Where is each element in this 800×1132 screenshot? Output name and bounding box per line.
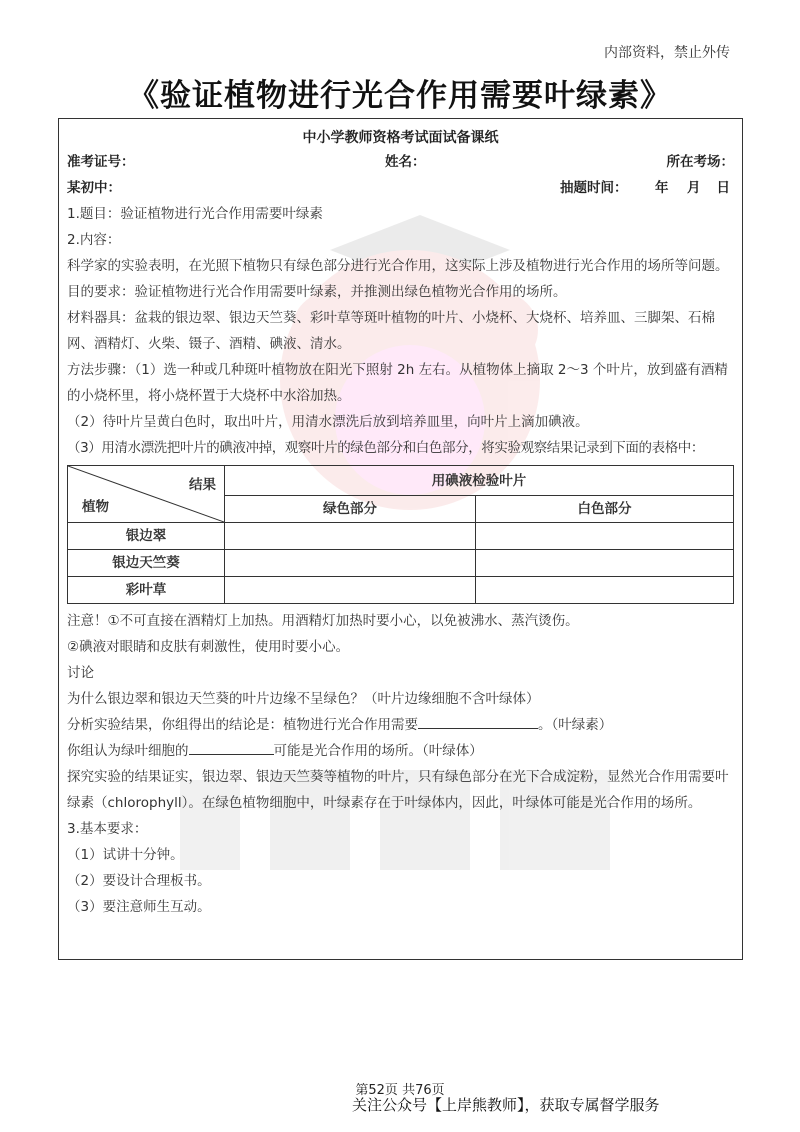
table-row bbox=[68, 523, 734, 550]
question-2 bbox=[67, 712, 734, 738]
candidate-info-row bbox=[67, 149, 734, 175]
table-row bbox=[68, 550, 734, 577]
row-plant-3: 彩叶草 bbox=[68, 577, 225, 604]
lesson-prep-form bbox=[58, 118, 743, 960]
question-3-text: 你组认为绿叶细胞的 bbox=[67, 743, 189, 759]
content-label: 2.内容： bbox=[67, 232, 121, 248]
note-1: 注意！①不可直接在酒精灯上加热。用酒精灯加热时要小心，以免被沸水、蒸汽烫伤。 bbox=[67, 613, 579, 629]
step-3: （3）用清水漂洗把叶片的碘液冲掉，观察叶片的绿色部分和白色部分，将实验观察结果记录到下面的表格中： bbox=[67, 440, 704, 456]
year-label: 年 bbox=[655, 180, 669, 196]
question-3 bbox=[67, 738, 734, 764]
month-label: 月 bbox=[687, 180, 701, 196]
question-1: 为什么银边翠和银边天竺葵的叶片边缘不呈绿色？（叶片边缘细胞不含叶绿体） bbox=[67, 691, 540, 707]
page-number: 第52页 共76页 bbox=[355, 1083, 445, 1098]
question-2-text: 分析实验结果，你组得出的结论是：植物进行光合作用需要 bbox=[67, 717, 418, 733]
cell-white-2 bbox=[476, 550, 734, 577]
conclusion-text: 探究实验的结果证实，银边翠、银边天竺葵等植物的叶片，只有绿色部分在光下合成淀粉，显然光合作用需要叶绿素（chlorophyll）。在绿色植物细胞中，叶绿素存在于叶绿体内，因此，叶绿体可能是光合作用的场所。 bbox=[67, 769, 729, 811]
confidential-note: 内部资料，禁止外传 bbox=[604, 45, 730, 61]
discuss-label: 讨论 bbox=[67, 665, 94, 681]
venue-label: 所在考场： bbox=[666, 154, 734, 170]
table-row bbox=[68, 577, 734, 604]
row-plant-1: 银边翠 bbox=[68, 523, 225, 550]
note-2: ②碘液对眼睛和皮肤有刺激性，使用时要小心。 bbox=[67, 639, 350, 655]
result-table bbox=[67, 465, 734, 604]
exam-id-label: 准考证号： bbox=[67, 154, 135, 170]
question-2-answer: 。（叶绿素） bbox=[538, 717, 613, 733]
question-3-answer: 可能是光合作用的场所。（叶绿体） bbox=[273, 743, 483, 759]
requirements-label: 3.基本要求： bbox=[67, 821, 148, 837]
level-row bbox=[67, 175, 734, 201]
intro-text: 科学家的实验表明，在光照下植物只有绿色部分进行光合作用，这实际上涉及植物进行光合作用的场所等问题。 bbox=[67, 258, 729, 274]
topic: 1.题目：验证植物进行光合作用需要叶绿素 bbox=[67, 206, 323, 222]
cell-green-2 bbox=[225, 550, 476, 577]
table-corner-cell bbox=[68, 466, 225, 523]
group-header: 用碘液检验叶片 bbox=[225, 466, 734, 496]
level-label: 某初中： bbox=[67, 180, 121, 196]
materials-text: 材料器具：盆栽的银边翠、银边天竺葵、彩叶草等斑叶植物的叶片、小烧杯、大烧杯、培养皿、三脚架、石棉网、酒精灯、火柴、镊子、酒精、碘液、清水。 bbox=[67, 310, 715, 352]
row-plant-2: 银边天竺葵 bbox=[68, 550, 225, 577]
draw-time-label: 抽题时间： bbox=[560, 180, 628, 196]
form-header: 中小学教师资格考试面试备课纸 bbox=[302, 130, 499, 146]
cell-green-1 bbox=[225, 523, 476, 550]
purpose-text: 目的要求：验证植物进行光合作用需要叶绿素，并推测出绿色植物光合作用的场所。 bbox=[67, 284, 567, 300]
step-1: 方法步骤：（1）选一种或几种斑叶植物放在阳光下照射 2h 左右。从植物体上摘取 2～3 个叶片，放到盛有酒精的小烧杯里，将小烧杯置于大烧杯中水浴加热。 bbox=[67, 362, 728, 404]
step-2: （2）待叶片呈黄白色时，取出叶片，用清水漂洗后放到培养皿里，向叶片上滴加碘液。 bbox=[67, 414, 589, 430]
col-white: 白色部分 bbox=[476, 496, 734, 523]
requirement-2: （2）要设计合理板书。 bbox=[67, 873, 211, 889]
footer-promo: 关注公众号【上岸熊教师】，获取专属督学服务 bbox=[352, 1096, 660, 1114]
answer-blank-2 bbox=[189, 738, 274, 755]
cell-green-3 bbox=[225, 577, 476, 604]
cell-white-3 bbox=[476, 577, 734, 604]
day-label: 日 bbox=[716, 180, 730, 196]
page-title: 《验证植物进行光合作用需要叶绿素》 bbox=[128, 78, 672, 114]
requirement-3: （3）要注意师生互动。 bbox=[67, 899, 211, 915]
corner-result-label: 结果 bbox=[189, 477, 216, 493]
requirement-1: （1）试讲十分钟。 bbox=[67, 847, 184, 863]
name-label: 姓名： bbox=[385, 154, 426, 170]
col-green: 绿色部分 bbox=[225, 496, 476, 523]
answer-blank-1 bbox=[418, 712, 538, 729]
cell-white-1 bbox=[476, 523, 734, 550]
corner-plant-label: 植物 bbox=[82, 499, 109, 515]
